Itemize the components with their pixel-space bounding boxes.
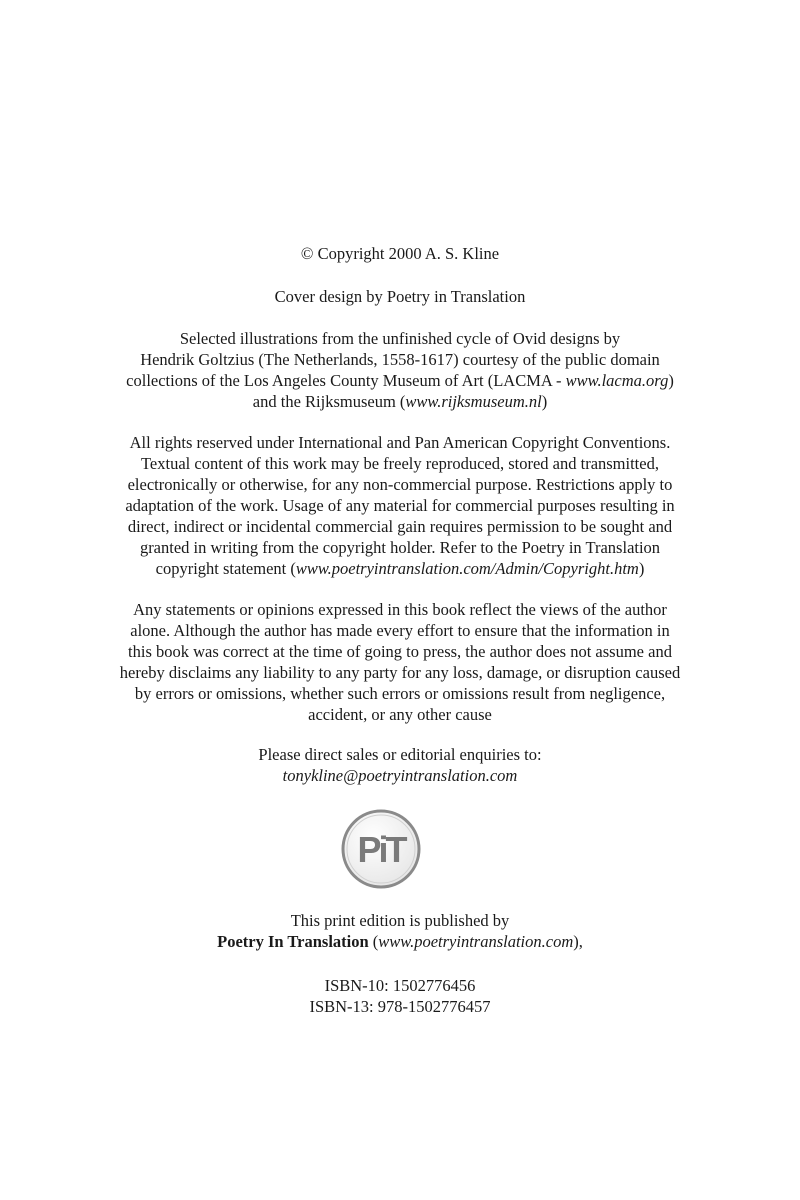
rights-last-text: copyright statement ( <box>155 559 296 578</box>
cover-design-line: Cover design by Poetry in Translation <box>274 287 526 306</box>
illustrations-line-3-close: ) <box>668 371 674 390</box>
rights-line: All rights reserved under International and Pan American Copyright Conventions. <box>129 433 671 452</box>
logo-text: PiT <box>357 829 405 870</box>
illustrations-line-3 <box>40 370 760 391</box>
rights-line-last <box>40 558 760 579</box>
rijksmuseum-url-link[interactable]: www.rijksmuseum.nl <box>405 392 542 411</box>
illustrations-line-4 <box>40 391 760 412</box>
publisher-name: Poetry In Translation <box>217 932 369 951</box>
disclaimer-line: hereby disclaims any liability to any party for any loss, damage, or disruption caused <box>119 663 681 682</box>
disclaimer-line: by errors or omissions, whether such errors or omissions result from negligence, <box>134 684 666 703</box>
rights-last-close: ) <box>638 559 645 578</box>
publisher-line-1: This print edition is published by <box>290 911 510 930</box>
illustrations-line-4-text: and the Rijksmuseum ( <box>252 392 406 411</box>
illustrations-line-3-text: collections of the Los Angeles County Museum of Art (LACMA - <box>126 371 566 390</box>
disclaimer-line: alone. Although the author has made every effort to ensure that the information in <box>130 621 670 640</box>
disclaimer-line: accident, or any other cause <box>308 705 492 724</box>
rights-line: adaptation of the work. Usage of any material for commercial purposes resulting in <box>125 496 675 515</box>
contact-email-link[interactable]: tonykline@poetryintranslation.com <box>282 766 518 785</box>
copyright-notice <box>40 243 760 264</box>
lacma-url-link[interactable]: www.lacma.org <box>565 371 669 390</box>
isbn-info <box>40 975 760 1017</box>
pit-logo-icon <box>340 808 422 890</box>
rights-line: Textual content of this work may be freely reproduced, stored and transmitted, <box>141 454 659 473</box>
copyright-url-link[interactable]: www.poetryintranslation.com/Admin/Copyright.htm <box>295 559 639 578</box>
pit-logo <box>340 808 422 890</box>
publisher-url-open: ( <box>368 932 379 951</box>
publisher-line-2 <box>40 931 760 952</box>
rights-line: direct, indirect or incidental commercial gain requires permission to be sought and <box>127 517 673 536</box>
contact-info <box>40 744 760 786</box>
illustrations-line-2: Hendrik Goltzius (The Netherlands, 1558-1617) courtesy of the public domain <box>140 350 660 369</box>
contact-line: Please direct sales or editorial enquiries to: <box>258 745 542 764</box>
isbn-10: ISBN-10: 1502776456 <box>324 976 476 995</box>
illustrations-line-4-close: ) <box>541 392 548 411</box>
disclaimer-line: this book was correct at the time of going to press, the author does not assume and <box>128 642 672 661</box>
copyright-line: © Copyright 2000 A. S. Kline <box>300 244 500 263</box>
disclaimer-line: Any statements or opinions expressed in this book reflect the views of the author <box>133 600 667 619</box>
publisher-url-link[interactable]: www.poetryintranslation.com <box>378 932 574 951</box>
rights-line: electronically or otherwise, for any non-commercial purpose. Restrictions apply to <box>127 475 673 494</box>
rights-line: granted in writing from the copyright holder. Refer to the Poetry in Translation <box>139 538 661 557</box>
publisher-url-close: ), <box>573 932 583 951</box>
rights-statement <box>40 432 760 579</box>
isbn-13: ISBN-13: 978-1502776457 <box>309 997 491 1016</box>
publisher-info <box>40 910 760 952</box>
illustrations-line-1: Selected illustrations from the unfinished cycle of Ovid designs by <box>179 329 621 348</box>
disclaimer <box>40 599 760 725</box>
cover-design-credit <box>40 286 760 307</box>
illustrations-credit <box>40 328 760 412</box>
